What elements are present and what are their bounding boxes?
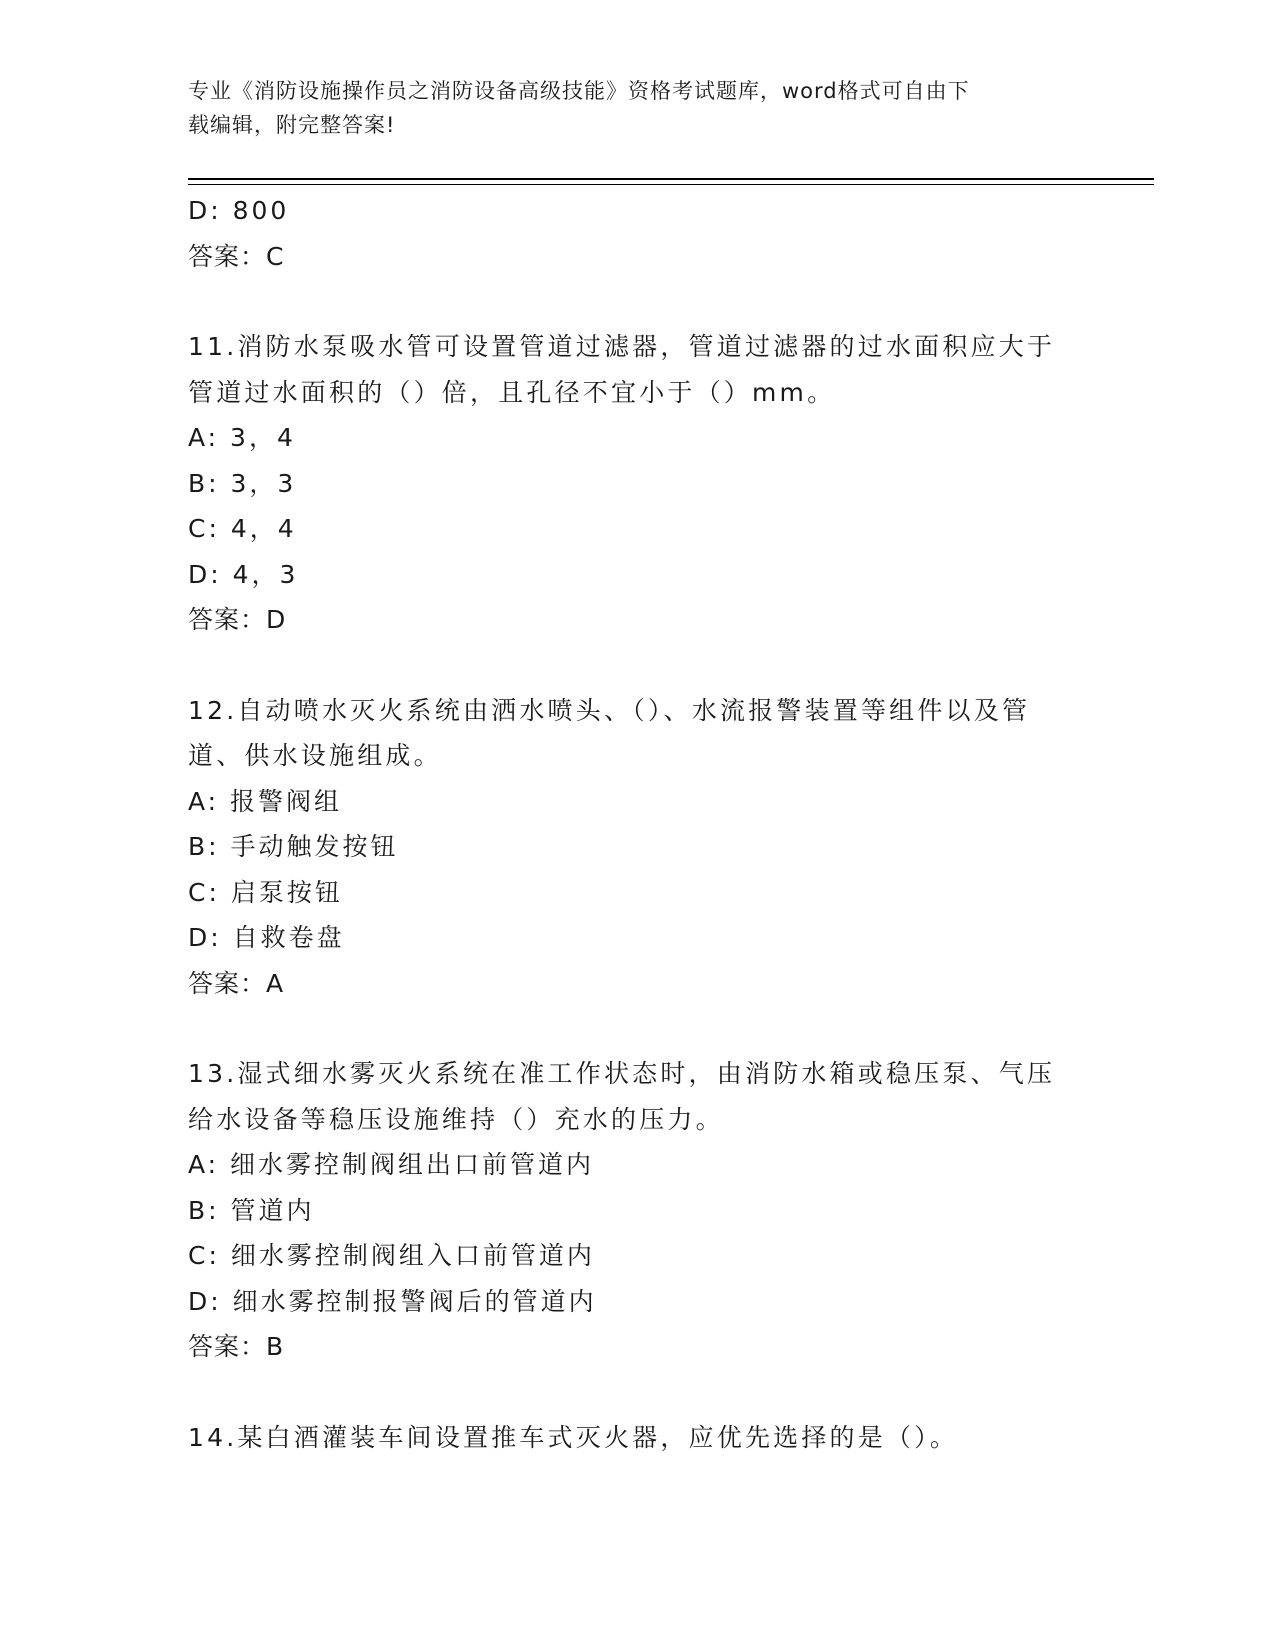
option-b: B: 3，3 [188,468,297,498]
question-10-tail [188,188,1088,279]
document-body [188,188,1088,1460]
option-c: C: 启泵按钮 [188,877,343,907]
option-d: D: 4，3 [188,559,299,589]
option-a: A: 3，4 [188,423,296,452]
option-d: D: 自救卷盘 [188,923,345,952]
answer-line: 答案：A [188,968,285,998]
question-stem-line: 给水设备等稳压设施维持（）充水的压力。 [188,1104,724,1134]
spacer [188,279,1088,324]
header-line-2: 载编辑，附完整答案! [188,113,396,137]
question-stem-line: 11.消防水泵吸水管可设置管道过滤器，管道过滤器的过水面积应大于 [188,332,1056,361]
header-rule-thin [188,184,1154,185]
answer-line: 答案：D [188,605,287,634]
option-d: D: 800 [188,196,290,225]
question-13 [188,1051,1088,1370]
document-header [188,74,1068,142]
question-11 [188,324,1088,643]
option-d: D: 细水雾控制报警阀后的管道内 [188,1286,597,1316]
option-b: B: 手动触发按钮 [188,832,399,861]
option-a: A: 细水雾控制阀组出口前管道内 [188,1150,595,1179]
question-14 [188,1415,1088,1461]
spacer [188,643,1088,688]
option-a: A: 报警阀组 [188,786,343,816]
option-c: C: 细水雾控制阀组入口前管道内 [188,1241,595,1270]
question-stem-line: 13.湿式细水雾灭火系统在准工作状态时，由消防水箱或稳压泵、气压 [188,1059,1056,1088]
spacer [188,1370,1088,1415]
spacer [188,1006,1088,1051]
option-b: B: 管道内 [188,1195,315,1225]
question-12 [188,688,1088,1007]
question-stem-line: 管道过水面积的（）倍，且孔径不宜小于（）mm。 [188,377,836,407]
answer-line: 答案：C [188,241,285,271]
header-rule-thick [188,178,1154,180]
header-line-1: 专业《消防设施操作员之消防设备高级技能》资格考试题库，word格式可自由下 [188,79,970,103]
question-stem-line: 12.自动喷水灭火系统由洒水喷头、（）、水流报警装置等组件以及管 [188,695,1031,725]
option-c: C: 4，4 [188,514,297,543]
answer-line: 答案：B [188,1332,285,1361]
question-stem-line: 道、供水设施组成。 [188,741,442,770]
question-stem-line: 14.某白酒灌装车间设置推车式灭火器，应优先选择的是（）。 [188,1422,959,1452]
